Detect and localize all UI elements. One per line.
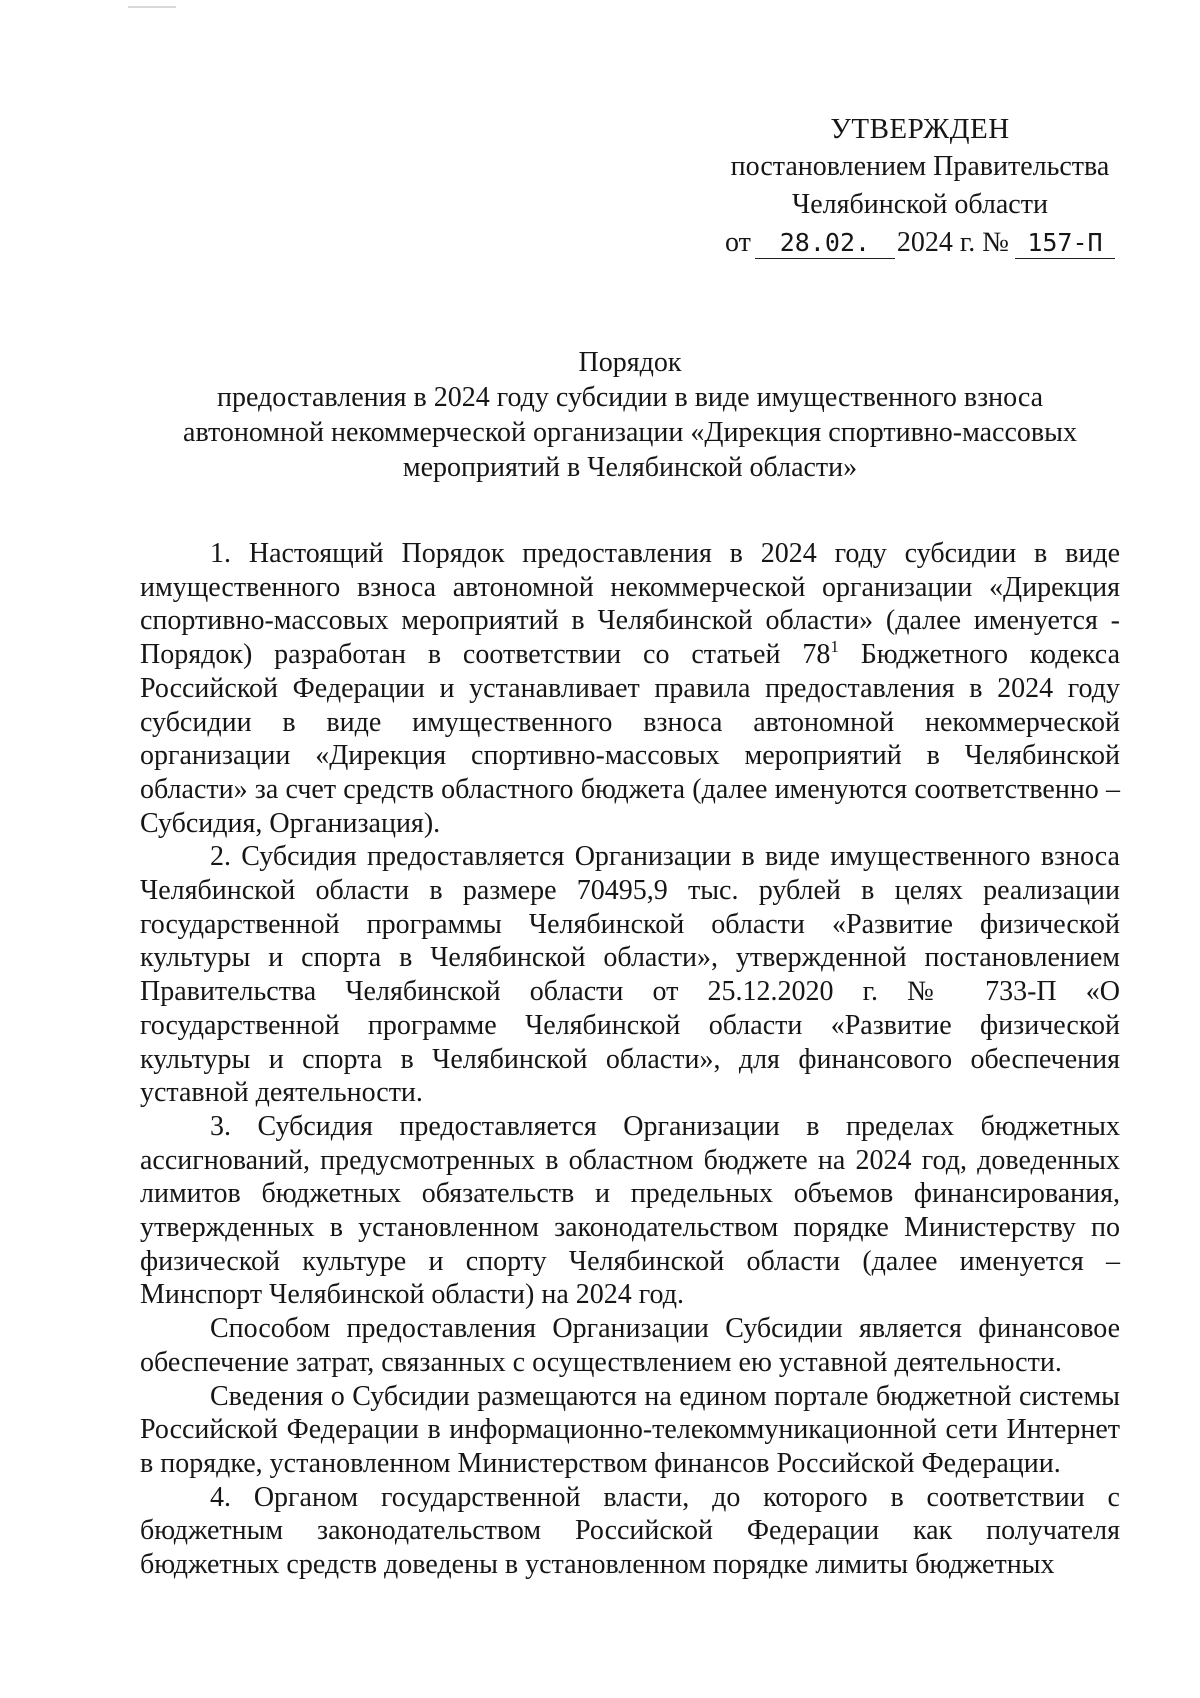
document-body xyxy=(140,537,1120,1582)
paragraph-5: Сведения о Субсидии размещаются на едином портале бюджетной системы Российской Федерации в информационно-телекоммуникационной сети Интернет в порядке, установленном Министерством финансов Российской Федерации. xyxy=(140,1380,1120,1479)
article-superscript: 1 xyxy=(830,637,839,657)
paragraph-1-text-a: 1. Настоящий Порядок предоставления в 2024 году субсидии в виде имущественного взноса автономной некоммерческой организации «Дирекция спортивно-массовых мероприятий в Челябинской области» (далее именуется - Порядок) разработан в соответствии со статьей 78 xyxy=(140,538,1120,671)
paragraph-4: Способом предоставления Организации Субсидии является финансовое обеспечение затрат, связанных с осуществлением ею уставной деятельности. xyxy=(140,1313,1120,1378)
date-value: 28.02. xyxy=(755,228,895,259)
document-title xyxy=(140,345,1120,485)
title-line-2: предоставления в 2024 году субсидии в виде имущественного взноса xyxy=(216,382,1044,413)
approval-title: УТВЕРЖДЕН xyxy=(830,113,1010,145)
title-line-4: мероприятий в Челябинской области» xyxy=(402,452,858,483)
approval-line-2: Челябинской области xyxy=(792,189,1048,220)
paragraph-3: 3. Субсидия предоставляется Организации в пределах бюджетных ассигнований, предусмотренных в областном бюджете на 2024 год, доведенных лимитов бюджетных обязательств и предельных объемов финансирования, утвержденных в установленном законодательством порядке Министерству по физической культуре и спорту Челябинской области (далее именуется – Минспорт Челябинской области) на 2024 год. xyxy=(140,1110,1120,1311)
approval-date-line xyxy=(720,224,1120,262)
approval-line-1: постановлением Правительства xyxy=(730,151,1110,182)
approval-stamp-block xyxy=(720,110,1120,262)
paragraph-6: 4. Органом государственной власти, до которого в соответствии с бюджетным законодательством Российской Федерации как получателя бюджетных средств доведены в установленном порядке лимиты бюджетных xyxy=(140,1481,1120,1581)
paragraph-1-text-b: Бюджетного кодекса Российской Федерации и устанавливает правила предоставления в 2024 году субсидии в виде имущественного взноса автономной некоммерческой организации «Дирекция спортивно-массовых мероприятий в Челябинской области» за счет средств областного бюджета (далее именуются соответственно – Субсидия, Организация). xyxy=(140,639,1120,839)
scan-artifact xyxy=(128,6,176,8)
title-line-3: автономной некоммерческой организации «Дирекция спортивно-массовых xyxy=(183,417,1077,448)
paragraph-1 xyxy=(140,537,1120,840)
date-prefix: от xyxy=(725,227,751,258)
decree-number: 157-П xyxy=(1015,228,1115,259)
year-number-label: 2024 г. № xyxy=(896,227,1009,258)
paragraph-2: 2. Субсидия предоставляется Организации в виде имущественного взноса Челябинской области в размере 70495,9 тыс. рублей в целях реализации государственной программы Челябинской области «Развитие физической культуры и спорта в Челябинской области», утвержденной постановлением Правительства Челябинской области от 25.12.2020 г. № 733-П «О государственной программе Челябинской области «Развитие физической культуры и спорта в Челябинской области», для финансового обеспечения уставной деятельности. xyxy=(140,841,1120,1109)
title-line-1: Порядок xyxy=(578,347,682,378)
